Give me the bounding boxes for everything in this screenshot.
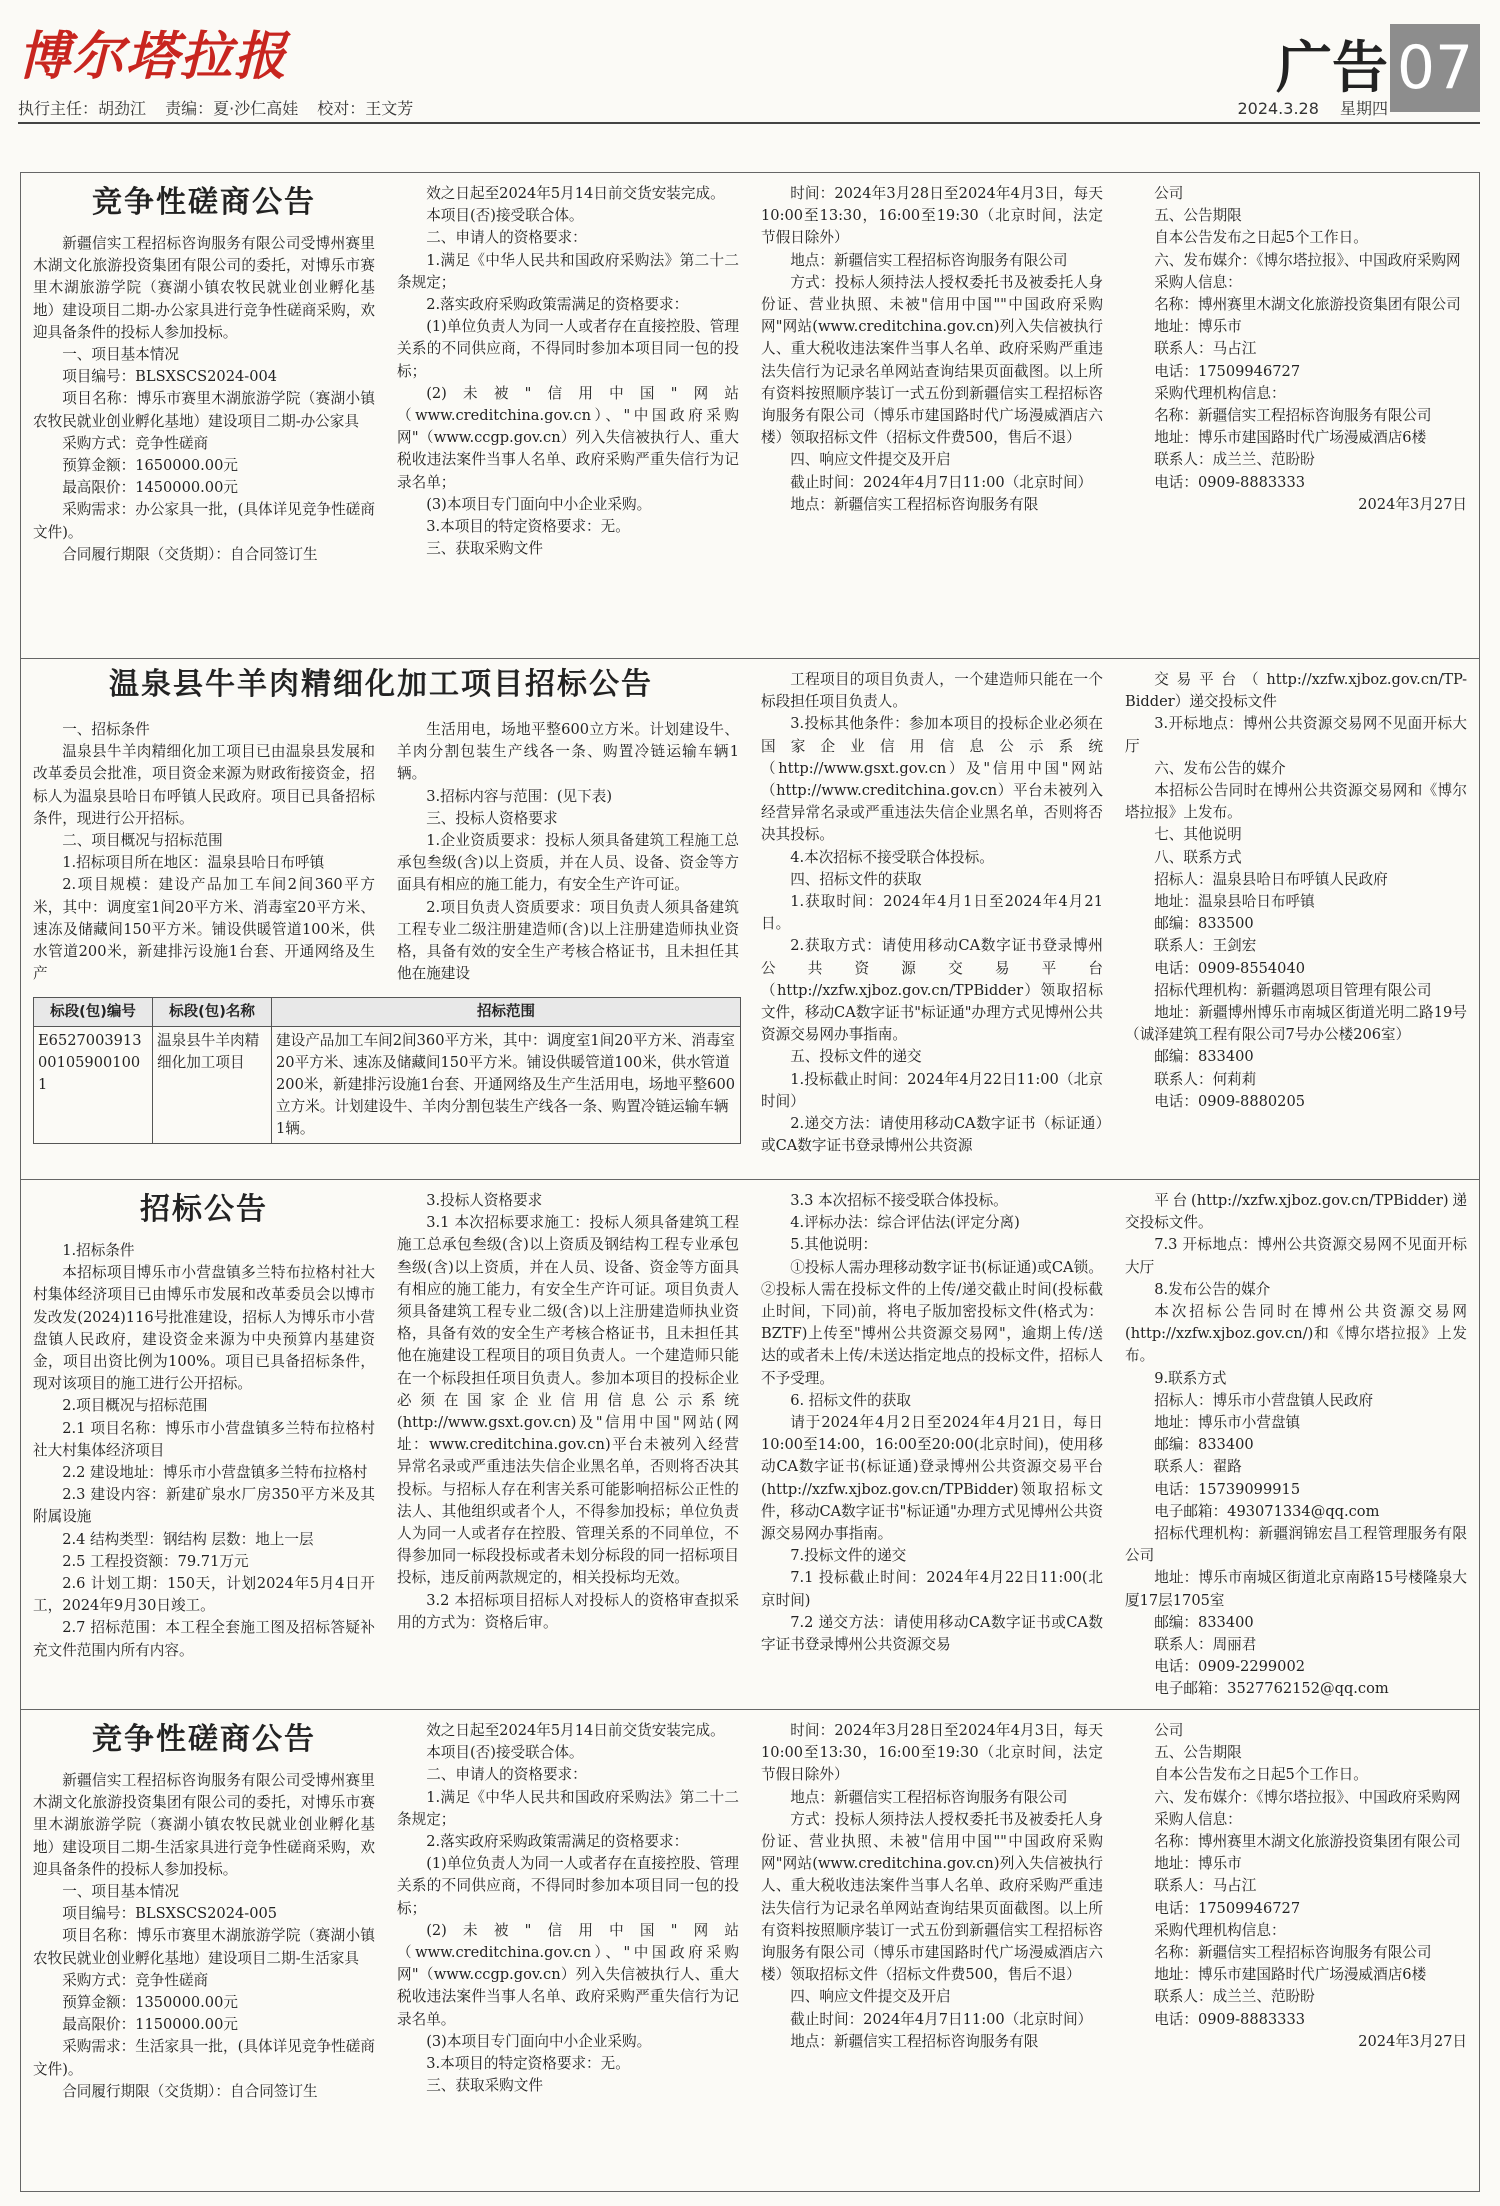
notice-paragraph: 一、招标条件 bbox=[62, 721, 150, 738]
notice-paragraph: 电话：0909-2299002 bbox=[1154, 1658, 1306, 1676]
notice-paragraph: 时间：2024年3月28日至2024年4月3日，每天10:00至13:30，16:00至19:30（北京时间，法定节假日除外） bbox=[761, 1722, 1103, 1784]
notice-paragraph: 交易平台（http://xzfw.xjboz.gov.cn/TP-Bidder）递交投标文件 bbox=[1125, 671, 1467, 711]
notice-paragraph: 地址：新疆博州博乐市南城区街道光明二路19号（诚泽建筑工程有限公司7号办公楼206室） bbox=[1125, 1004, 1467, 1044]
notice-paragraph: 预算金额：1650000.00元 bbox=[62, 457, 238, 475]
notice-paragraph: 五、投标文件的递交 bbox=[790, 1048, 922, 1066]
notice-paragraph: 自本公告发布之日起5个工作日。 bbox=[1154, 1766, 1368, 1784]
notice-title: 招标公告 bbox=[140, 1192, 268, 1227]
notice-paragraph: 二、申请人的资格要求： bbox=[426, 229, 587, 247]
notice-paragraph: 时间：2024年3月28日至2024年4月3日，每天10:00至13:30，16:00至19:30（北京时间，法定节假日除外） bbox=[761, 185, 1103, 247]
notice-column bbox=[397, 719, 739, 985]
notice-title: 温泉县牛羊肉精细化加工项目招标公告 bbox=[109, 667, 653, 702]
notice-block-procurement-living bbox=[21, 1710, 1479, 2190]
notice-paragraph: 联系人：周丽君 bbox=[1154, 1636, 1257, 1654]
notice-column bbox=[761, 1190, 1103, 1656]
table-header-cell: 标段(包)名称 bbox=[153, 998, 272, 1027]
notice-paragraph: 4.本次招标不接受联合体投标。 bbox=[790, 848, 994, 866]
notice-column bbox=[33, 1720, 375, 2103]
notice-paragraph: 电话：0909-8880205 bbox=[1154, 1092, 1306, 1110]
notice-paragraph: 六、发布媒介：《博尔塔拉报》、中国政府采购网 bbox=[1154, 1788, 1461, 1806]
notice-paragraph: 邮编：833400 bbox=[1154, 1613, 1254, 1631]
notice-paragraph: 邮编：833400 bbox=[1154, 1436, 1254, 1454]
notice-paragraph: 本招标公告同时在博州公共资源交易网和《博尔塔拉报》上发布。 bbox=[1125, 782, 1467, 822]
notice-paragraph: 一、项目基本情况 bbox=[62, 1883, 179, 1901]
notice-paragraph: (2)未被"信用中国"网站（www.creditchina.gov.cn）、"中国政府采购网"（www.ccgp.gov.cn）列入失信被执行人、重大税收违法案件当事人名单、政府采购严重失信行为记录名单； bbox=[397, 384, 739, 491]
notice-paragraph: 联系人：王剑宏 bbox=[1154, 937, 1257, 955]
table-header-cell: 标段(包)编号 bbox=[34, 998, 153, 1027]
notice-paragraph: 6. 招标文件的获取 bbox=[790, 1391, 911, 1409]
notice-column bbox=[33, 719, 375, 985]
notice-paragraph: 3.3 本次招标不接受联合体投标。 bbox=[790, 1192, 1008, 1209]
notice-paragraph: 温泉县牛羊肉精细化加工项目已由温泉县发展和改革委员会批准，项目资金来源为财政衔接资金，招标人为温泉县哈日布呼镇人民政府。项目已具备招标条件，现进行公开招标。 bbox=[33, 743, 375, 827]
notice-paragraph: 地点：新疆信实工程招标咨询服务有限 bbox=[790, 495, 1039, 513]
notice-paragraph: 七、其他说明 bbox=[1154, 826, 1242, 844]
notice-paragraph: 三、获取采购文件 bbox=[426, 540, 543, 558]
notice-paragraph: 3.招标内容与范围：(见下表) bbox=[426, 787, 613, 805]
notice-paragraph: 名称：新疆信实工程招标咨询服务有限公司 bbox=[1154, 407, 1432, 425]
notice-paragraph: 采购人信息： bbox=[1154, 273, 1242, 291]
notice-column bbox=[33, 1190, 375, 1662]
notice-paragraph: (1)单位负责人为同一人或者存在直接控股、管理关系的不同供应商，不得同时参加本项目同一包的投标； bbox=[397, 318, 739, 380]
notice-paragraph: 一、项目基本情况 bbox=[62, 346, 179, 364]
notice-paragraph: 1.招标条件 bbox=[62, 1242, 135, 1259]
notice-paragraph: 联系人：马占江 bbox=[1154, 340, 1257, 358]
notice-paragraph: (3)本项目专门面向中小企业采购。 bbox=[426, 495, 652, 513]
notice-paragraph: 采购人信息： bbox=[1154, 1810, 1242, 1828]
notice-paragraph: 2.项目概况与招标范围 bbox=[62, 1397, 208, 1415]
notice-paragraph: 四、响应文件提交及开启 bbox=[790, 451, 951, 469]
notice-paragraph: (3)本项目专门面向中小企业采购。 bbox=[426, 2032, 652, 2050]
notice-paragraph: 1.满足《中华人民共和国政府采购法》第二十二条规定； bbox=[397, 251, 739, 291]
notice-paragraph: 地址：博乐市建国路时代广场漫威酒店6楼 bbox=[1154, 429, 1427, 447]
notice-paragraph: 3.本项目的特定资格要求：无。 bbox=[426, 518, 630, 536]
notice-paragraph: 本项目(否)接受联合体。 bbox=[426, 1744, 584, 1762]
notice-paragraph: 3.1 本次招标要求施工：投标人须具备建筑工程施工总承包叁级(含)以上资质及钢结构工程专业承包叁级(含)以上资质，并在人员、设备、资金等方面具有相应的施工能力，有安全生产许可证。项目负责人须具备建筑工程专业二级(含)以上注册建造师执业资格，具备有效的安全生产考核合格证书，且未担任其他在施建设工程项目的项目负责人。一个建造师只能在一个标段担任项目负责人。参加本项目的投标企业必须在国家企业信用信息公示系统(http://www.gsxt.gov.cn)及"信用中国"网站(网址：www.creditchina.gov.cn)平台未被列入经营异常名录或严重违法失信企业黑名单，否则将否决其投标。与招标人存在利害关系可能影响招标公正性的法人、其他组织或者个人，不得参加投标；单位负责人为同一人或者存在控股、管理关系的不同单位，不得参加同一标段投标或者未划分标段的同一招标项目投标，违反前两款规定的，相关投标均无效。 bbox=[397, 1214, 739, 1587]
notice-paragraph: 本招标项目博乐市小营盘镇多兰特布拉格村社大村集体经济项目已由博乐市发展和改革委员会以博市发改发(2024)116号批准建设，招标人为博乐市小营盘镇人民政府，建设资金来源为中央预算内基建资金，项目出资比例为100%。项目已具备招标条件，现对该项目的施工进行公开招标。 bbox=[33, 1264, 375, 1393]
notice-paragraph: 六、发布公告的媒介 bbox=[1154, 759, 1286, 777]
notice-paragraph: 请于2024年4月2日至2024年4月21日，每日10:00至14:00，16:00至20:00(北京时间)，使用移动CA数字证书(标证通)登录博州公共资源交易平台(http://xzfw.xjboz.gov.cn/TPBidder)领取招标文件，移动CA数字证书"标证通"办理方式见博州公共资源交易网办事指南。 bbox=[761, 1414, 1103, 1543]
notice-paragraph: 2.递交方法：请使用移动CA数字证书（标证通）或CA数字证书登录博州公共资源 bbox=[761, 1115, 1103, 1155]
issue-weekday: 星期四 bbox=[1339, 99, 1388, 118]
notice-paragraph: 3.开标地点：博州公共资源交易网不见面开标大厅 bbox=[1125, 715, 1467, 755]
notice-paragraph: 项目编号：BLSXSCS2024-005 bbox=[62, 1905, 278, 1923]
notice-paragraph: 电话：0909-8554040 bbox=[1154, 959, 1306, 977]
notice-paragraph: 效之日起至2024年5月14日前交货安装完成。 bbox=[426, 1722, 725, 1739]
notice-paragraph: 采购需求：办公家具一批，(具体详见竞争性磋商文件)。 bbox=[33, 501, 375, 541]
tender-scope-table bbox=[33, 997, 741, 1144]
notice-column bbox=[397, 1190, 739, 1634]
notice-paragraph: 三、投标人资格要求 bbox=[426, 809, 558, 827]
notice-block-procurement-office bbox=[21, 173, 1479, 659]
notice-paragraph: 新疆信实工程招标咨询服务有限公司受博州赛里木湖文化旅游投资集团有限公司的委托，对博乐市赛里木湖旅游学院（赛湖小镇农牧民就业创业孵化基地）建设项目二期-生活家具进行竞争性磋商采购，欢迎具备条件的投标人参加投标。 bbox=[33, 1772, 375, 1878]
notice-paragraph: 3.投标其他条件：参加本项目的投标企业必须在国家企业信用信息公示系统（http://www.gsxt.gov.cn）及"信用中国"网站（http://www.creditchina.gov.cn）平台未被列入经营异常名录或严重违法失信企业黑名单，否则将否决其投标。 bbox=[761, 715, 1103, 844]
notice-paragraph: 2.2 建设地址：博乐市小营盘镇多兰特布拉格村 bbox=[62, 1464, 368, 1482]
notice-paragraph: (1)单位负责人为同一人或者存在直接控股、管理关系的不同供应商，不得同时参加本项目同一包的投标； bbox=[397, 1855, 739, 1917]
notice-column bbox=[1125, 1190, 1467, 1701]
notice-paragraph: 六、发布媒介：《博尔塔拉报》、中国政府采购网 bbox=[1154, 251, 1461, 269]
notice-paragraph: 2.1 项目名称：博乐市小营盘镇多兰特布拉格村社大村集体经济项目 bbox=[33, 1419, 375, 1459]
notice-paragraph: 公司 bbox=[1154, 185, 1184, 202]
notice-paragraph: 二、项目概况与招标范围 bbox=[62, 832, 223, 850]
notice-paragraph: 平台(http://xzfw.xjboz.gov.cn/TPBidder)递交投标文件。 bbox=[1125, 1192, 1467, 1232]
notice-paragraph: 采购代理机构信息： bbox=[1154, 1921, 1286, 1939]
notice-paragraph: 地址：博乐市 bbox=[1154, 318, 1242, 336]
notice-paragraph: 2.项目规模：建设产品加工车间2间360平方米，其中：调度室1间20平方米、消毒室20平方米、速冻及储藏间150平方米。铺设供暖管道100米，供水管道200米，新建排污设施1台套、开通网络及生产 bbox=[33, 876, 375, 983]
notice-paragraph: 1.满足《中华人民共和国政府采购法》第二十二条规定； bbox=[397, 1788, 739, 1828]
notice-paragraph: 本次招标公告同时在博州公共资源交易网(http://xzfw.xjboz.gov.cn/)和《博尔塔拉报》上发布。 bbox=[1125, 1303, 1467, 1365]
notice-paragraph: 名称：新疆信实工程招标咨询服务有限公司 bbox=[1154, 1944, 1432, 1962]
notice-paragraph: 邮编：833500 bbox=[1154, 915, 1254, 933]
notice-paragraph: 合同履行期限（交货期）：自合同签订生 bbox=[62, 545, 318, 563]
notice-paragraph: ①投标人需办理移动数字证书(标证通)或CA锁。②投标人需在投标文件的上传/递交截止时间(投标截止时间，下同)前，将电子版加密投标文件(格式为：BZTF)上传至"博州公共资源交易网"，逾期上传/送达的或者未上传/未送达指定地点的投标文件，招标人不予受理。 bbox=[761, 1258, 1103, 1387]
table-header-cell: 招标范围 bbox=[272, 998, 741, 1027]
notice-paragraph: 项目名称：博乐市赛里木湖旅游学院（赛湖小镇农牧民就业创业孵化基地）建设项目二期-生活家具 bbox=[33, 1927, 375, 1967]
notice-paragraph: 1.投标截止时间：2024年4月22日11:00（北京时间） bbox=[761, 1070, 1103, 1110]
notice-paragraph: 公司 bbox=[1154, 1722, 1184, 1739]
notice-paragraph: 5.其他说明： bbox=[790, 1236, 878, 1254]
notice-paragraph: 方式：投标人须持法人授权委托书及被委托人身份证、营业执照、未被"信用中国""中国政府采购网"网站(www.creditchina.gov.cn)列入失信被执行人、重大税收违法案件当事人名单、政府采购严重违法失信行为记录名单网站查询结果页面截图。以上所有资料按照顺序装订一式五份到新疆信实工程招标咨询服务有限公司（博乐市建国路时代广场漫威酒店六楼）领取招标文件（招标文件费500，售后不退） bbox=[761, 1810, 1103, 1984]
notice-paragraph: 地址：博乐市 bbox=[1154, 1855, 1242, 1873]
notice-paragraph: 1.获取时间：2024年4月1日至2024年4月21日。 bbox=[761, 893, 1103, 933]
page-number-badge: 07 bbox=[1390, 24, 1480, 112]
notice-paragraph: 联系人：翟路 bbox=[1154, 1458, 1242, 1476]
notice-paragraph: 项目编号：BLSXSCS2024-004 bbox=[62, 368, 278, 386]
table-row bbox=[34, 1027, 741, 1144]
notice-column bbox=[397, 183, 739, 560]
notice-title: 竞争性磋商公告 bbox=[92, 185, 316, 220]
notice-paragraph: 电话：17509946727 bbox=[1154, 362, 1301, 380]
notice-paragraph: 电话：0909-8883333 bbox=[1154, 473, 1306, 491]
notice-paragraph: 新疆信实工程招标咨询服务有限公司受博州赛里木湖文化旅游投资集团有限公司的委托，对博乐市赛里木湖旅游学院（赛湖小镇农牧民就业创业孵化基地）建设项目二期-办公家具进行竞争性磋商采购，欢迎具备条件的投标人参加投标。 bbox=[33, 235, 375, 341]
notice-paragraph: 2.6 计划工期：150天，计划2024年5月4日开工，2024年9月30日竣工。 bbox=[33, 1575, 375, 1615]
notice-paragraph: 名称：博州赛里木湖文化旅游投资集团有限公司 bbox=[1154, 296, 1461, 314]
notice-column bbox=[397, 1720, 739, 2097]
notice-column bbox=[1125, 183, 1467, 516]
notice-paragraph: 项目名称：博乐市赛里木湖旅游学院（赛湖小镇农牧民就业创业孵化基地）建设项目二期-办公家具 bbox=[33, 390, 375, 430]
notice-paragraph: 4.评标办法：综合评估法(评定分离) bbox=[790, 1214, 1020, 1232]
notice-paragraph: 联系人：成兰兰、范盼盼 bbox=[1154, 1988, 1315, 2006]
newspaper-masthead: 博尔塔拉报 bbox=[18, 26, 289, 87]
notice-paragraph: 八、联系方式 bbox=[1154, 848, 1242, 866]
dateline bbox=[1221, 96, 1388, 119]
notice-paragraph: 五、公告期限 bbox=[1154, 207, 1242, 225]
table-cell: E6527003913001059001001 bbox=[34, 1027, 153, 1144]
responsible-editor: 责编：夏·沙仁高娃 bbox=[165, 99, 299, 118]
notice-paragraph: 3.2 本招标项目招标人对投标人的资格审查拟采用的方式为：资格后审。 bbox=[397, 1591, 739, 1631]
editor-credits bbox=[18, 96, 427, 119]
notice-paragraph: 联系人：何莉莉 bbox=[1154, 1070, 1257, 1088]
notice-paragraph: 2024年3月27日 bbox=[1358, 495, 1467, 513]
notice-paragraph: 工程项目的项目负责人，一个建造师只能在一个标段担任项目负责人。 bbox=[761, 671, 1103, 711]
notice-paragraph: 预算金额：1350000.00元 bbox=[62, 1994, 238, 2012]
notice-paragraph: 电话：17509946727 bbox=[1154, 1899, 1301, 1917]
notice-paragraph: 3.本项目的特定资格要求：无。 bbox=[426, 2055, 630, 2073]
notice-paragraph: 名称：博州赛里木湖文化旅游投资集团有限公司 bbox=[1154, 1833, 1461, 1851]
notice-paragraph: 地址：博乐市南城区街道北京南路15号楼隆泉大厦17层1705室 bbox=[1125, 1569, 1467, 1609]
notice-paragraph: 方式：投标人须持法人授权委托书及被委托人身份证、营业执照、未被"信用中国""中国政府采购网"网站(www.creditchina.gov.cn)列入失信被执行人、重大税收违法案件当事人名单、政府采购严重违法失信行为记录名单网站查询结果页面截图。以上所有资料按照顺序装订一式五份到新疆信实工程招标咨询服务有限公司（博乐市建国路时代广场漫威酒店六楼）领取招标文件（招标文件费500，售后不退） bbox=[761, 273, 1103, 447]
notice-paragraph: 最高限价：1450000.00元 bbox=[62, 479, 238, 497]
executive-editor: 执行主任：胡劲江 bbox=[18, 99, 147, 118]
notice-paragraph: 地点：新疆信实工程招标咨询服务有限公司 bbox=[790, 251, 1068, 269]
notice-paragraph: 效之日起至2024年5月14日前交货安装完成。 bbox=[426, 185, 725, 202]
notice-paragraph: 地点：新疆信实工程招标咨询服务有限 bbox=[790, 2032, 1039, 2050]
notice-paragraph: 联系人：成兰兰、范盼盼 bbox=[1154, 451, 1315, 469]
notice-paragraph: 自本公告发布之日起5个工作日。 bbox=[1154, 229, 1368, 247]
notice-paragraph: 地址：温泉县哈日布呼镇 bbox=[1154, 893, 1315, 911]
notice-paragraph: 最高限价：1150000.00元 bbox=[62, 2016, 238, 2034]
notice-paragraph: 7.投标文件的递交 bbox=[790, 1547, 907, 1565]
notice-paragraph: 7.3 开标地点：博州公共资源交易网不见面开标大厅 bbox=[1125, 1236, 1467, 1276]
notice-block-tender-village bbox=[21, 1180, 1479, 1710]
issue-date: 2024.3.28 bbox=[1237, 99, 1319, 118]
notice-paragraph: 五、公告期限 bbox=[1154, 1744, 1242, 1762]
notice-paragraph: 3.投标人资格要求 bbox=[426, 1192, 543, 1209]
notice-paragraph: 合同履行期限（交货期）：自合同签订生 bbox=[62, 2082, 318, 2100]
notice-paragraph: 9.联系方式 bbox=[1154, 1369, 1227, 1387]
notice-paragraph: 地址：博乐市小营盘镇 bbox=[1154, 1414, 1301, 1432]
notice-paragraph: 8.发布公告的媒介 bbox=[1154, 1280, 1271, 1298]
notice-paragraph: 2.4 结构类型：钢结构 层数：地上一层 bbox=[62, 1530, 314, 1548]
notice-column bbox=[1125, 669, 1467, 1113]
notice-paragraph: 2.落实政府采购政策需满足的资格要求： bbox=[426, 1833, 689, 1851]
notice-paragraph: 采购代理机构信息： bbox=[1154, 384, 1286, 402]
notice-paragraph: 采购方式：竞争性磋商 bbox=[62, 434, 209, 452]
notice-paragraph: 7.2 递交方法：请使用移动CA数字证书或CA数字证书登录博州公共资源交易 bbox=[761, 1613, 1103, 1654]
notice-paragraph: 四、招标文件的获取 bbox=[790, 870, 922, 888]
header-rule bbox=[18, 122, 1480, 124]
notice-paragraph: 四、响应文件提交及开启 bbox=[790, 1988, 951, 2006]
notice-paragraph: 2.落实政府采购政策需满足的资格要求： bbox=[426, 296, 689, 314]
notice-paragraph: 采购需求：生活家具一批，(具体详见竞争性磋商文件)。 bbox=[33, 2038, 375, 2078]
notice-paragraph: 2024年3月27日 bbox=[1358, 2032, 1467, 2050]
notice-paragraph: 地点：新疆信实工程招标咨询服务有限公司 bbox=[790, 1788, 1068, 1806]
notice-paragraph: 邮编：833400 bbox=[1154, 1048, 1254, 1066]
notice-title: 竞争性磋商公告 bbox=[92, 1722, 316, 1757]
notice-paragraph: 2.7 招标范围：本工程全套施工图及招标答疑补充文件范围内所有内容。 bbox=[33, 1619, 375, 1659]
notice-column bbox=[33, 183, 375, 566]
notice-paragraph: 地址：博乐市建国路时代广场漫威酒店6楼 bbox=[1154, 1966, 1427, 1984]
notice-paragraph: (2)未被"信用中国"网站（www.creditchina.gov.cn）、"中国政府采购网"（www.ccgp.gov.cn）列入失信被执行人、重大税收违法案件当事人名单、政府采购严重失信行为记录名单。 bbox=[397, 1921, 739, 2028]
notice-paragraph: 1.招标项目所在地区：温泉县哈日布呼镇 bbox=[62, 854, 325, 872]
notice-paragraph: 电话：15739099915 bbox=[1154, 1480, 1301, 1498]
notice-paragraph: 2.获取方式：请使用移动CA数字证书登录博州公共资源交易平台（http://xzfw.xjboz.gov.cn/TPBidder）领取招标文件，移动CA数字证书"标证通"办理方式见博州公共资源交易网办事指南。 bbox=[761, 937, 1103, 1044]
notice-paragraph: 电话：0909-8883333 bbox=[1154, 2010, 1306, 2028]
notice-paragraph: 电子邮箱：3527762152@qq.com bbox=[1154, 1680, 1389, 1698]
proofreader: 校对：王文芳 bbox=[317, 99, 414, 118]
notice-paragraph: 二、申请人的资格要求： bbox=[426, 1766, 587, 1784]
notice-paragraph: 2.3 建设内容：新建矿泉水厂房350平方米及其附属设施 bbox=[33, 1486, 375, 1526]
notice-block-tender-meat bbox=[21, 659, 1479, 1180]
notice-paragraph: 2.项目负责人资质要求：项目负责人须具备建筑工程专业二级注册建造师(含)以上注册建造师执业资格，具备有效的安全生产考核合格证书，且未担任其他在施建设 bbox=[397, 898, 739, 983]
table-header-row bbox=[34, 998, 741, 1027]
notice-paragraph: 三、获取采购文件 bbox=[426, 2077, 543, 2095]
notice-paragraph: 1.企业资质要求：投标人须具备建筑工程施工总承包叁级(含)以上资质，并在人员、设备、资金等方面具有相应的施工能力，有安全生产许可证。 bbox=[397, 832, 739, 894]
notice-paragraph: 截止时间：2024年4月7日11:00（北京时间） bbox=[790, 473, 1093, 491]
notice-paragraph: 本项目(否)接受联合体。 bbox=[426, 207, 584, 225]
notice-paragraph: 7.1 投标截止时间：2024年4月22日11:00(北京时间) bbox=[761, 1569, 1103, 1609]
notice-paragraph: 截止时间：2024年4月7日11:00（北京时间） bbox=[790, 2010, 1093, 2028]
notice-paragraph: 招标代理机构：新疆鸿恩项目管理有限公司 bbox=[1154, 981, 1432, 999]
notice-paragraph: 联系人：马占江 bbox=[1154, 1877, 1257, 1895]
notice-paragraph: 2.5 工程投资额：79.71万元 bbox=[62, 1552, 249, 1570]
notice-paragraph: 招标代理机构：新疆润锦宏昌工程管理服务有限公司 bbox=[1125, 1525, 1467, 1565]
notice-column bbox=[761, 1720, 1103, 2053]
notice-paragraph: 电子邮箱：493071334@qq.com bbox=[1154, 1502, 1380, 1520]
notice-paragraph: 招标人：博乐市小营盘镇人民政府 bbox=[1154, 1391, 1374, 1409]
table-cell: 温泉县牛羊肉精细化加工项目 bbox=[153, 1027, 272, 1144]
notice-paragraph: 采购方式：竞争性磋商 bbox=[62, 1971, 209, 1989]
notice-column bbox=[761, 669, 1103, 1157]
notice-paragraph: 招标人：温泉县哈日布呼镇人民政府 bbox=[1154, 870, 1388, 888]
notice-column bbox=[1125, 1720, 1467, 2053]
section-label: 广告 bbox=[1276, 36, 1388, 101]
notice-paragraph: 生活用电，场地平整600立方米。计划建设牛、羊肉分割包装生产线各一条、购置冷链运输车辆1辆。 bbox=[397, 721, 739, 783]
notice-column bbox=[761, 183, 1103, 516]
ad-page-frame bbox=[20, 172, 1480, 2192]
table-cell: 建设产品加工车间2间360平方米，其中：调度室1间20平方米、消毒室20平方米、速冻及储藏间150平方米。铺设供暖管道100米，供水管道200米，新建排污设施1台套、开通网络及生产生活用电，场地平整600立方米。计划建设牛、羊肉分割包装生产线各一条、购置冷链运输车辆1辆。 bbox=[272, 1027, 741, 1144]
